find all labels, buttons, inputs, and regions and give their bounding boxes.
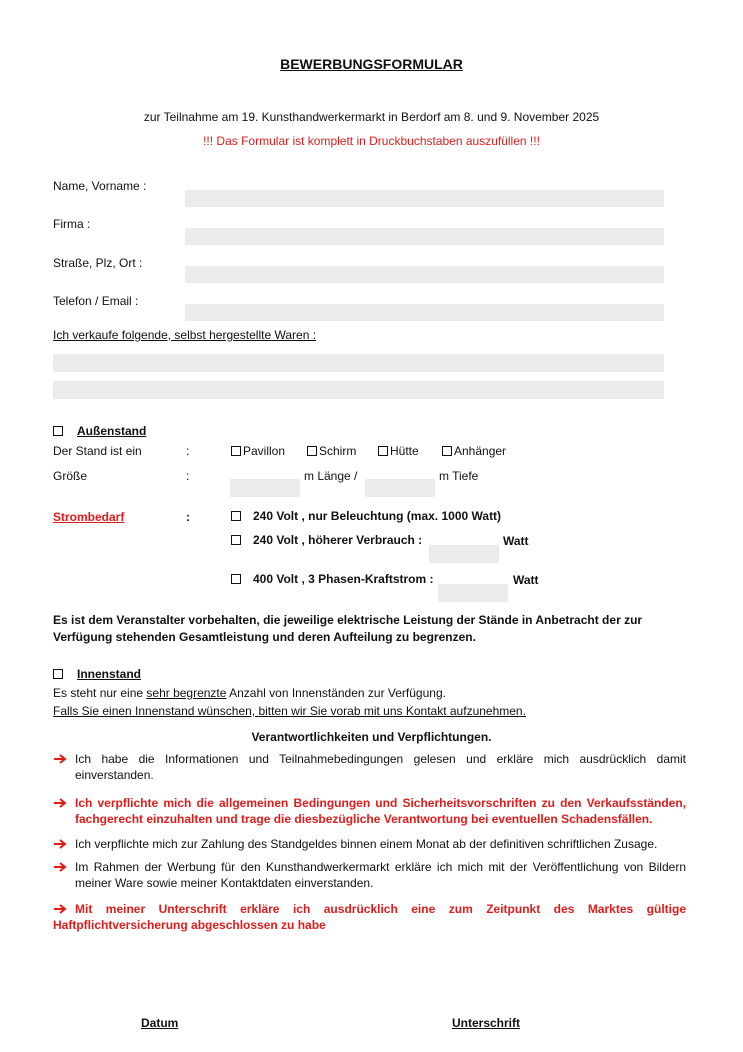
innen-line-1: Es steht nur eine sehr begrenzte Anzahl von Innenständen zur Verfügung.: [53, 686, 446, 700]
stand-label: Der Stand ist ein: [53, 444, 142, 458]
stand-option-anhaenger[interactable]: Anhänger: [442, 444, 506, 458]
arrow-right-icon: [53, 839, 67, 849]
schirm-checkbox[interactable]: [307, 446, 317, 456]
strom-option-2[interactable]: 240 Volt , höherer Verbrauch :: [231, 533, 422, 547]
unterschrift-label: Unterschrift: [452, 1016, 521, 1030]
innenstand-heading: Innenstand: [53, 667, 141, 681]
strom-option-3[interactable]: 400 Volt , 3 Phasen-Kraftstrom :: [231, 572, 434, 586]
wares-label: Ich verkaufe folgende, selbst hergestellte Waren :: [53, 328, 317, 342]
strom-option-1[interactable]: 240 Volt , nur Beleuchtung (max. 1000 Watt): [231, 509, 501, 523]
verant-item-4: Im Rahmen der Werbung für den Kunsthandwerkermarkt erkläre ich mich mit der Veröffentlichung von Bildern meiner Ware sowie meiner Kontaktdaten einverstanden.: [75, 860, 686, 890]
page-title: BEWERBUNGSFORMULAR: [280, 56, 463, 72]
strom2-watt-field[interactable]: [429, 545, 499, 563]
stand-colon: :: [186, 444, 190, 458]
laenge-label: m Länge /: [304, 469, 358, 483]
arrow-right-icon: [53, 754, 67, 764]
stand-option-huette[interactable]: Hütte: [378, 444, 419, 458]
groesse-colon: :: [186, 469, 190, 483]
strom1-checkbox[interactable]: [231, 511, 241, 521]
strom3-watt-label: Watt: [513, 573, 539, 587]
strasse-label: Straße, Plz, Ort :: [53, 256, 143, 270]
huette-checkbox[interactable]: [378, 446, 388, 456]
verant-item-1: Ich habe die Informationen und Teilnahmebedingungen gelesen und erkläre mich ausdrücklich damit einverstanden.: [75, 752, 686, 782]
verant-item-2: Ich verpflichte mich die allgemeinen Bedingungen und Sicherheitsvorschriften zu den Verkaufsständen, fachgerecht einzuhalten und trage die diesbezügliche Verantwortung bei eventuellen Schadensfällen.: [75, 796, 686, 826]
strasse-field[interactable]: [185, 266, 664, 283]
innenstand-checkbox[interactable]: [53, 669, 63, 679]
pavillon-checkbox[interactable]: [231, 446, 241, 456]
arrow-right-icon: [53, 862, 67, 872]
subtitle: zur Teilnahme am 19. Kunsthandwerkermarkt in Berdorf am 8. und 9. November 2025: [143, 110, 600, 124]
stand-option-pavillon[interactable]: Pavillon: [231, 444, 285, 458]
laenge-field[interactable]: [230, 479, 300, 497]
anhaenger-checkbox[interactable]: [442, 446, 452, 456]
strom2-watt-label: Watt: [503, 534, 529, 548]
name-label: Name, Vorname :: [53, 179, 147, 193]
wares-field-1[interactable]: [53, 354, 664, 372]
warning-text: !!! Das Formular ist komplett in Druckbuchstaben auszufüllen !!!: [203, 134, 540, 148]
firma-field[interactable]: [185, 228, 664, 245]
verant-heading: Verantwortlichkeiten und Verpflichtungen.: [251, 730, 492, 744]
datum-label: Datum: [141, 1016, 179, 1030]
aussenstand-checkbox[interactable]: [53, 426, 63, 436]
innen-line-2: Falls Sie einen Innenstand wünschen, bitten wir Sie vorab mit uns Kontakt aufzunehmen.: [53, 704, 526, 718]
strom2-checkbox[interactable]: [231, 535, 241, 545]
name-field[interactable]: [185, 190, 664, 207]
firma-label: Firma :: [53, 217, 91, 231]
arrow-right-icon: [53, 798, 67, 808]
aussenstand-heading: Außenstand: [53, 424, 146, 438]
tiefe-field[interactable]: [365, 479, 435, 497]
strombedarf-label: Strombedarf: [53, 510, 125, 524]
verant-item-3: Ich verpflichte mich zur Zahlung des Standgeldes binnen einem Monat ab der definitiven schriftlichen Zusage.: [75, 837, 658, 851]
wares-field-2[interactable]: [53, 381, 664, 399]
strom3-checkbox[interactable]: [231, 574, 241, 584]
verant-item-5: Mit meiner Unterschrift erkläre ich ausdrücklich eine zum Zeitpunkt des Marktes gültige Haftpflichtversicherung abgeschlossen zu habe: [53, 902, 686, 932]
groesse-label: Größe: [53, 469, 88, 483]
strom-colon: :: [186, 510, 190, 524]
strom-note: Es ist dem Veranstalter vorbehalten, die jeweilige elektrische Leistung der Stände in Anbetracht der zur Verfügung stehenden Gesamtleistung und deren Aufteilung zu begrenzen.: [53, 613, 643, 644]
telefon-field[interactable]: [185, 304, 664, 321]
strom3-watt-field[interactable]: [438, 584, 508, 602]
telefon-label: Telefon / Email :: [53, 294, 139, 308]
stand-option-schirm[interactable]: Schirm: [307, 444, 356, 458]
tiefe-label: m Tiefe: [439, 469, 479, 483]
